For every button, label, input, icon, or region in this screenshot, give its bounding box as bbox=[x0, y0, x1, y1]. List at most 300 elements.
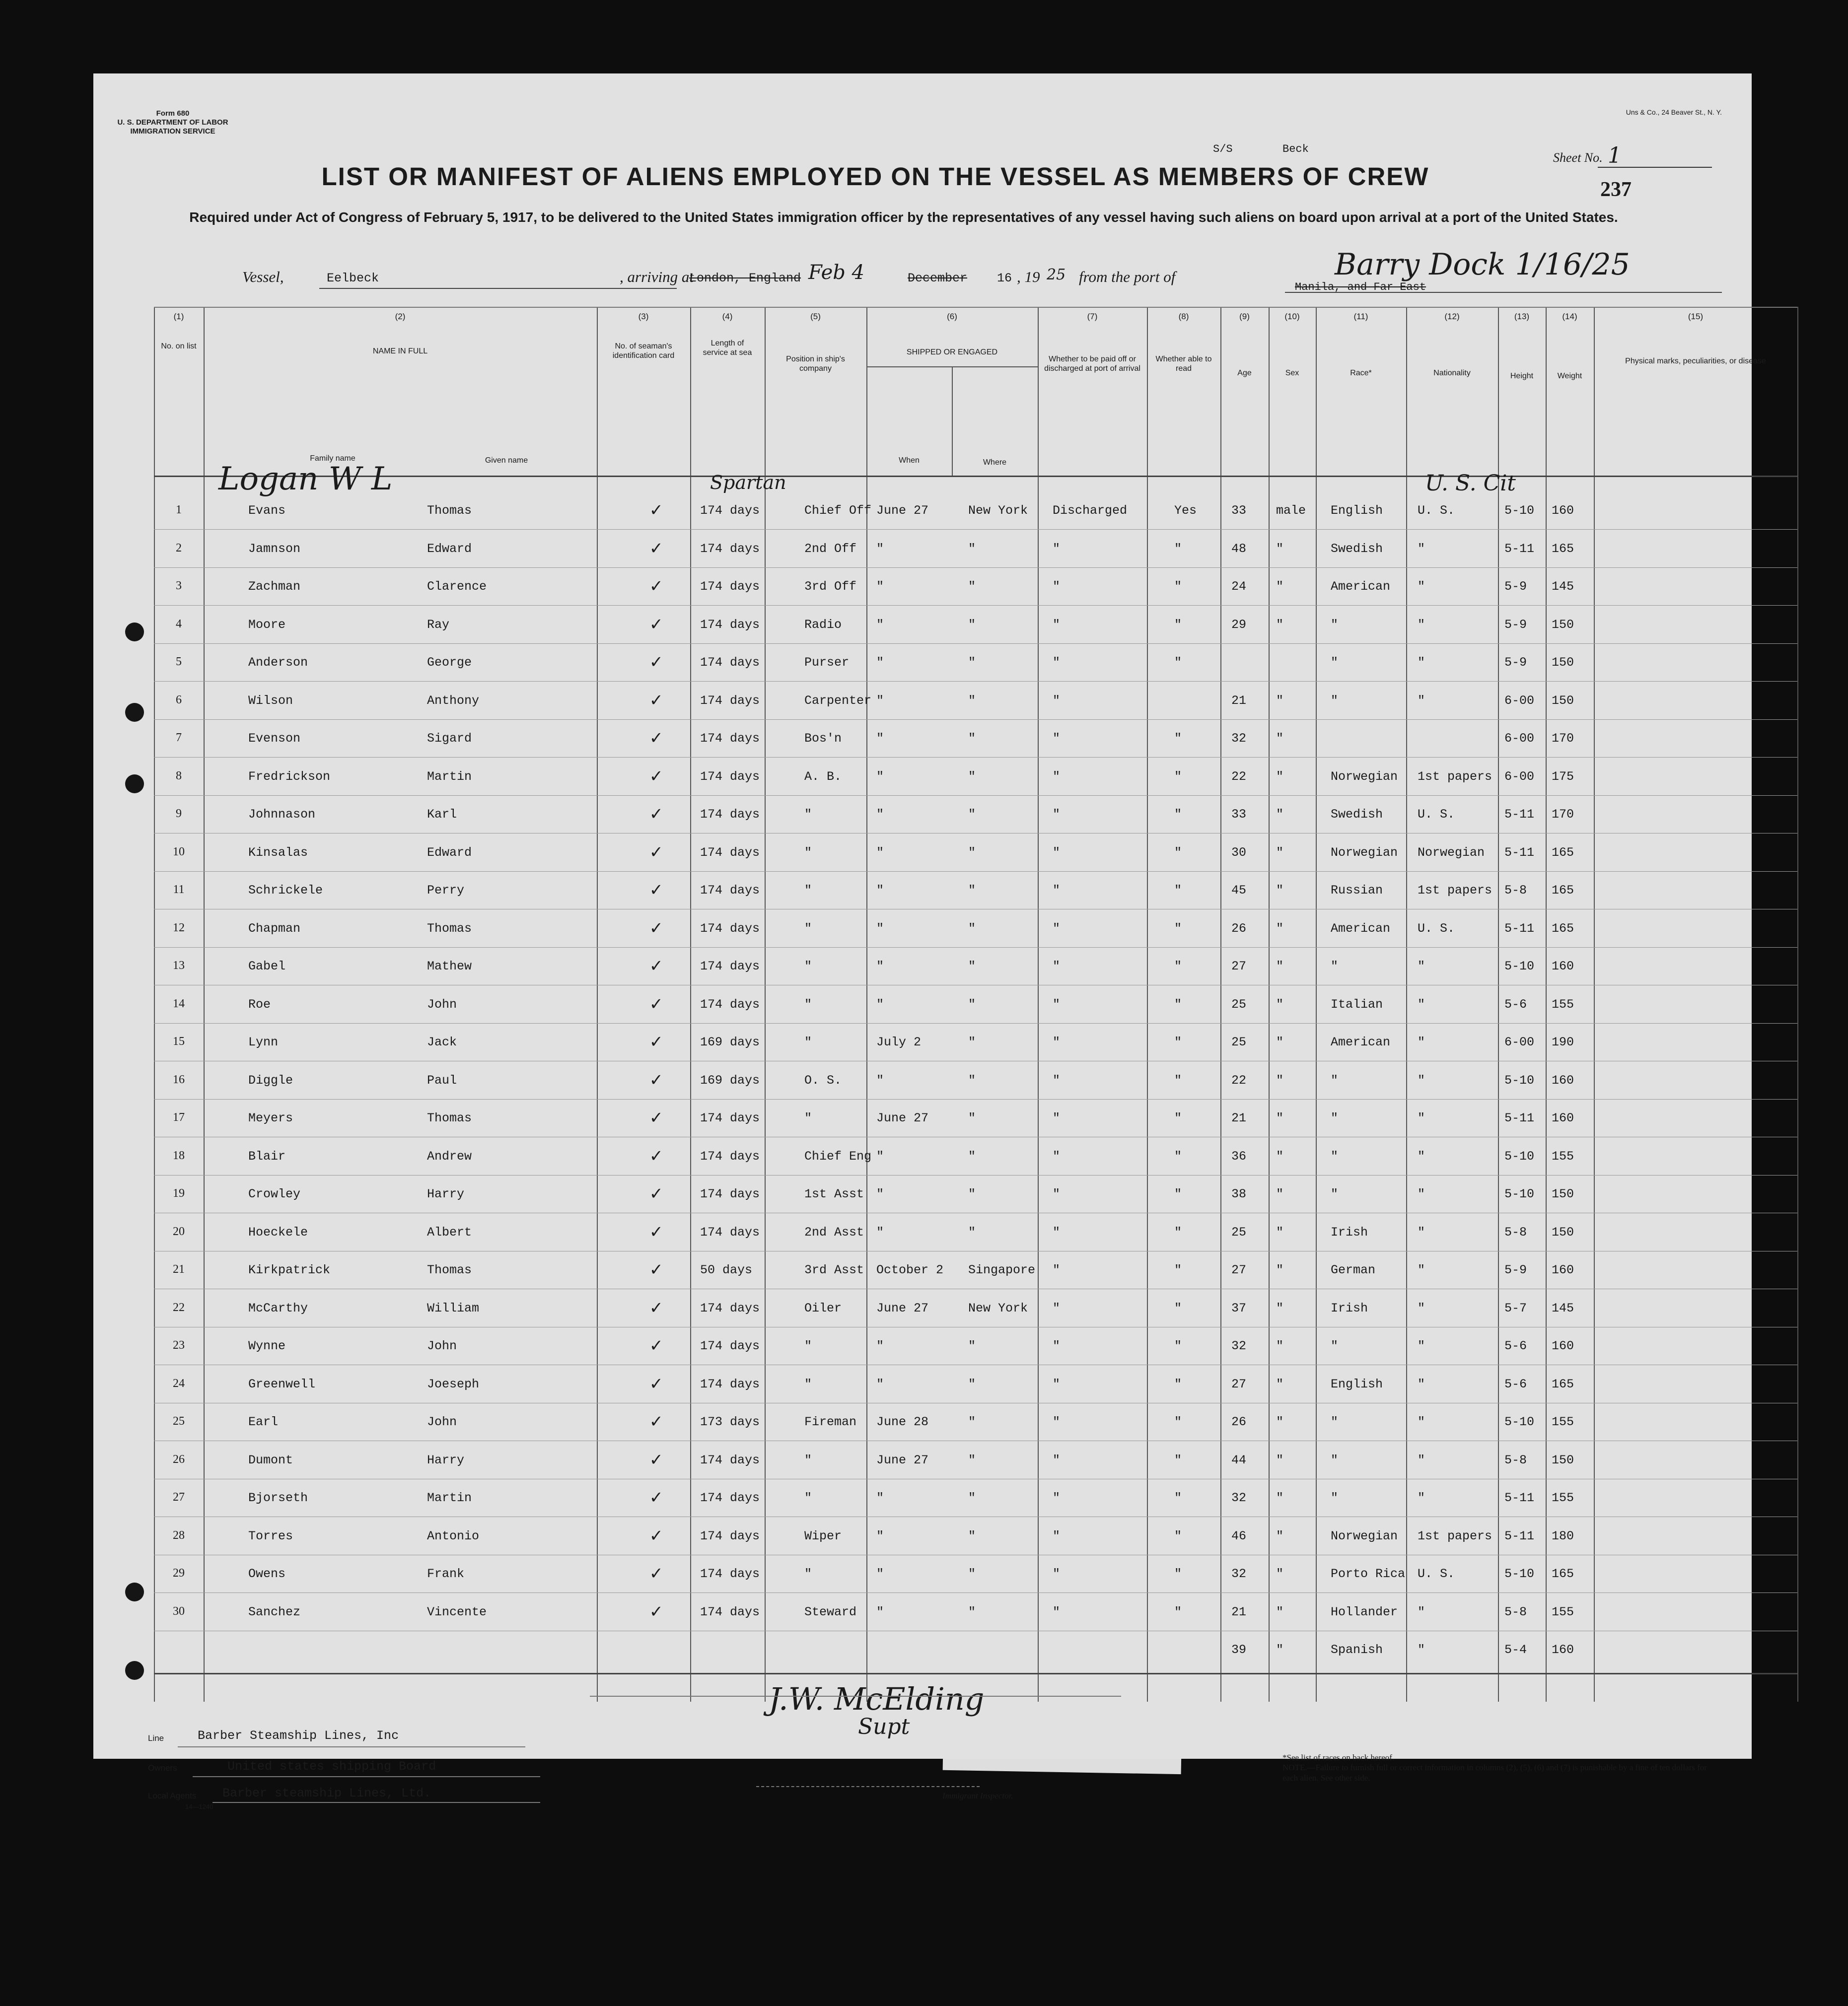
col-head-shipped: SHIPPED OR ENGAGED bbox=[906, 348, 998, 356]
col-head-id-card: No. of seaman's identification card bbox=[612, 342, 675, 360]
crew-age: 33 bbox=[1231, 503, 1247, 518]
crew-race: " bbox=[1331, 1149, 1339, 1164]
form-identifier bbox=[103, 109, 242, 136]
crew-family: Hoeckele bbox=[248, 1225, 308, 1240]
signature-line bbox=[590, 1696, 1121, 1697]
crew-weight: 150 bbox=[1552, 655, 1574, 670]
crew-given: John bbox=[427, 1339, 457, 1353]
crew-discharged: " bbox=[1053, 1035, 1061, 1049]
check-mark-icon: ✓ bbox=[650, 842, 662, 864]
crew-weight: 155 bbox=[1552, 1491, 1574, 1505]
crew-given: Sigard bbox=[427, 731, 472, 746]
crew-nationality: " bbox=[1418, 1604, 1425, 1619]
crew-height: 5-11 bbox=[1504, 541, 1535, 556]
crew-given: Antonio bbox=[427, 1528, 480, 1543]
crew-race: " bbox=[1331, 1187, 1339, 1201]
crew-no: 19 bbox=[173, 1187, 185, 1200]
crew-nationality: " bbox=[1418, 1225, 1425, 1240]
crew-no: 7 bbox=[176, 731, 182, 744]
crew-sex: male bbox=[1276, 503, 1306, 518]
arrival-date-handwritten: Feb 4 bbox=[808, 261, 865, 284]
col-num: (14) bbox=[1562, 312, 1577, 321]
crew-read: " bbox=[1174, 1073, 1182, 1088]
crew-when: " bbox=[876, 1567, 884, 1581]
crew-read: " bbox=[1174, 1301, 1182, 1315]
crew-when: " bbox=[876, 1225, 884, 1240]
crew-height: 6-00 bbox=[1504, 693, 1535, 708]
crew-read: " bbox=[1174, 883, 1182, 898]
subhead-family: Family name bbox=[310, 454, 355, 463]
crew-service: 169 days bbox=[700, 1035, 760, 1049]
crew-discharged: " bbox=[1053, 617, 1061, 632]
crew-position: " bbox=[804, 1453, 812, 1467]
row-divider bbox=[154, 681, 1797, 682]
crew-read: " bbox=[1174, 1491, 1182, 1505]
crew-family: Zachman bbox=[248, 579, 301, 594]
crew-height: 5-6 bbox=[1504, 997, 1527, 1012]
extra-sex: " bbox=[1276, 1643, 1284, 1657]
crew-read: " bbox=[1174, 1225, 1182, 1240]
crew-when: " bbox=[876, 541, 884, 556]
crew-sex: " bbox=[1276, 1225, 1284, 1240]
crew-height: 5-11 bbox=[1504, 1528, 1535, 1543]
check-mark-icon: ✓ bbox=[650, 1260, 662, 1281]
check-mark-icon: ✓ bbox=[650, 690, 662, 712]
crew-position: " bbox=[804, 1111, 812, 1125]
manifest-sheet bbox=[93, 73, 1766, 1810]
crew-height: 5-9 bbox=[1504, 579, 1527, 594]
crew-read: " bbox=[1174, 921, 1182, 936]
crew-sex: " bbox=[1276, 1035, 1284, 1049]
crew-read: " bbox=[1174, 617, 1182, 632]
crew-service: 174 days bbox=[700, 1453, 760, 1467]
crew-weight: 165 bbox=[1552, 883, 1574, 898]
col-num: (13) bbox=[1514, 312, 1530, 321]
crew-family: Evenson bbox=[248, 731, 301, 746]
crew-read: " bbox=[1174, 1263, 1182, 1277]
crew-when: June 28 bbox=[876, 1415, 929, 1429]
crew-sex: " bbox=[1276, 1491, 1284, 1505]
crew-discharged: " bbox=[1053, 807, 1061, 822]
crew-race: Russian bbox=[1331, 883, 1383, 898]
crew-family: Evans bbox=[248, 503, 286, 518]
crew-service: 174 days bbox=[700, 1528, 760, 1543]
crew-age: 46 bbox=[1231, 1528, 1247, 1543]
crew-where: " bbox=[968, 1187, 976, 1201]
col-num: (10) bbox=[1284, 312, 1300, 321]
crew-when: " bbox=[876, 769, 884, 784]
crew-weight: 155 bbox=[1552, 997, 1574, 1012]
port-underline bbox=[1285, 292, 1722, 293]
check-mark-icon: ✓ bbox=[650, 1374, 662, 1395]
crew-service: 174 days bbox=[700, 541, 760, 556]
crew-discharged: " bbox=[1053, 997, 1061, 1012]
crew-given: Anthony bbox=[427, 693, 480, 708]
crew-where: " bbox=[968, 1415, 976, 1429]
crew-age: 26 bbox=[1231, 921, 1247, 936]
crew-weight: 165 bbox=[1552, 845, 1574, 860]
crew-age: 32 bbox=[1231, 1339, 1247, 1353]
crew-height: 5-10 bbox=[1504, 959, 1535, 973]
col-head-age: Age bbox=[1237, 369, 1252, 377]
crew-sex: " bbox=[1276, 769, 1284, 784]
crew-family: Lynn bbox=[248, 1035, 279, 1049]
crew-no: 10 bbox=[173, 845, 185, 858]
col-num: (11) bbox=[1353, 312, 1368, 321]
crew-height: 5-11 bbox=[1504, 1491, 1535, 1505]
crew-race: German bbox=[1331, 1263, 1376, 1277]
crew-service: 174 days bbox=[700, 1567, 760, 1581]
crew-height: 5-11 bbox=[1504, 845, 1535, 860]
crew-nationality: U. S. bbox=[1418, 807, 1455, 822]
crew-nationality: " bbox=[1418, 655, 1425, 670]
crew-no: 22 bbox=[173, 1301, 185, 1314]
crew-age: 48 bbox=[1231, 541, 1247, 556]
crew-no: 24 bbox=[173, 1377, 185, 1390]
binder-hole bbox=[125, 703, 144, 722]
crew-age: 36 bbox=[1231, 1149, 1247, 1164]
crew-no: 28 bbox=[173, 1528, 185, 1542]
crew-age: 24 bbox=[1231, 579, 1247, 594]
crew-read: " bbox=[1174, 845, 1182, 860]
crew-when: " bbox=[876, 617, 884, 632]
crew-read: " bbox=[1174, 655, 1182, 670]
check-mark-icon: ✓ bbox=[650, 1070, 662, 1092]
arrival-month-struck: December bbox=[908, 271, 968, 285]
crew-age: 30 bbox=[1231, 845, 1247, 860]
crew-discharged: " bbox=[1053, 883, 1061, 898]
year-prefix: , 19 bbox=[1017, 268, 1040, 285]
crew-where: New York bbox=[968, 1301, 1028, 1315]
crew-where: " bbox=[968, 1453, 976, 1467]
crew-age: 21 bbox=[1231, 1111, 1247, 1125]
crew-nationality: " bbox=[1418, 1149, 1425, 1164]
crew-sex: " bbox=[1276, 1528, 1284, 1543]
row-divider bbox=[154, 529, 1797, 530]
crew-when: " bbox=[876, 883, 884, 898]
crew-given: Albert bbox=[427, 1225, 472, 1240]
crew-where: " bbox=[968, 845, 976, 860]
check-mark-icon: ✓ bbox=[650, 804, 662, 826]
crew-family: Torres bbox=[248, 1528, 293, 1543]
crew-given: William bbox=[427, 1301, 480, 1315]
crew-given: Karl bbox=[427, 807, 457, 822]
crew-no: 2 bbox=[176, 541, 182, 554]
crew-weight: 155 bbox=[1552, 1149, 1574, 1164]
crew-weight: 145 bbox=[1552, 1301, 1574, 1315]
crew-position: " bbox=[804, 845, 812, 860]
crew-where: " bbox=[968, 655, 976, 670]
crew-service: 174 days bbox=[700, 1225, 760, 1240]
form-code: 14—1240 bbox=[185, 1803, 213, 1810]
crew-no: 13 bbox=[173, 959, 185, 972]
crew-discharged: " bbox=[1053, 579, 1061, 594]
crew-when: " bbox=[876, 1149, 884, 1164]
crew-when: " bbox=[876, 655, 884, 670]
check-mark-icon: ✓ bbox=[650, 956, 662, 977]
crew-read: " bbox=[1174, 1035, 1182, 1049]
crew-position: " bbox=[804, 807, 812, 822]
col-head-marks: Physical marks, peculiarities, or disease bbox=[1625, 357, 1766, 365]
crew-service: 174 days bbox=[700, 883, 760, 898]
crew-family: Kinsalas bbox=[248, 845, 308, 860]
crew-where: " bbox=[968, 1339, 976, 1353]
crew-nationality: " bbox=[1418, 1453, 1425, 1467]
crew-age: 25 bbox=[1231, 1225, 1247, 1240]
crew-height: 5-11 bbox=[1504, 921, 1535, 936]
crew-nationality: 1st papers bbox=[1418, 769, 1493, 784]
crew-nationality: U. S. bbox=[1418, 1567, 1455, 1581]
crew-sex: " bbox=[1276, 579, 1284, 594]
col-head-no: No. on list bbox=[161, 342, 197, 350]
crew-read: " bbox=[1174, 1149, 1182, 1164]
penalty-note: NOTE.—Failure to furnish full or correct information in columns (2), (5), (6) and (7) is punishable by a fine of ten dollars for each alien. See other side. bbox=[1282, 1763, 1707, 1783]
printer-imprint: Uns & Co., 24 Beaver St., N. Y. bbox=[1626, 108, 1722, 116]
crew-race: " bbox=[1331, 1111, 1339, 1125]
crew-service: 174 days bbox=[700, 731, 760, 746]
crew-family: Gabel bbox=[248, 959, 286, 973]
crew-position: Fireman bbox=[804, 1415, 857, 1429]
col-head-discharged: Whether to be paid off or discharged at port of arrival bbox=[1044, 355, 1140, 373]
crew-family: Blair bbox=[248, 1149, 286, 1164]
crew-age: 38 bbox=[1231, 1187, 1247, 1201]
crew-position: " bbox=[804, 1035, 812, 1049]
crew-race: Norwegian bbox=[1331, 845, 1398, 860]
crew-no: 14 bbox=[173, 997, 185, 1010]
crew-nationality: " bbox=[1418, 1111, 1425, 1125]
crew-age: 27 bbox=[1231, 959, 1247, 973]
check-mark-icon: ✓ bbox=[650, 576, 662, 598]
row-divider bbox=[154, 719, 1797, 720]
crew-nationality: " bbox=[1418, 1035, 1425, 1049]
crew-when: July 2 bbox=[876, 1035, 922, 1049]
crew-where: " bbox=[968, 1035, 976, 1049]
crew-service: 174 days bbox=[700, 1111, 760, 1125]
check-mark-icon: ✓ bbox=[650, 1488, 662, 1509]
crew-no: 23 bbox=[173, 1339, 185, 1352]
crew-sex: " bbox=[1276, 883, 1284, 898]
crew-service: 169 days bbox=[700, 1073, 760, 1088]
subhead-where: Where bbox=[983, 458, 1007, 467]
crew-weight: 175 bbox=[1552, 769, 1574, 784]
crew-position: " bbox=[804, 1567, 812, 1581]
crew-given: Clarence bbox=[427, 579, 487, 594]
check-mark-icon: ✓ bbox=[650, 500, 662, 522]
crew-sex: " bbox=[1276, 1453, 1284, 1467]
crew-sex: " bbox=[1276, 1187, 1284, 1201]
crew-discharged: " bbox=[1053, 541, 1061, 556]
crew-read: " bbox=[1174, 1111, 1182, 1125]
crew-family: Meyers bbox=[248, 1111, 293, 1125]
crew-sex: " bbox=[1276, 997, 1284, 1012]
crew-given: Martin bbox=[427, 1491, 472, 1505]
crew-given: Harry bbox=[427, 1453, 465, 1467]
crew-no: 3 bbox=[176, 579, 182, 592]
crew-given: Frank bbox=[427, 1567, 465, 1581]
crew-discharged: " bbox=[1053, 1301, 1061, 1315]
crew-given: Thomas bbox=[427, 1263, 472, 1277]
crew-race: Norwegian bbox=[1331, 769, 1398, 784]
crew-height: 5-8 bbox=[1504, 1225, 1527, 1240]
row-divider bbox=[154, 1175, 1797, 1176]
crew-weight: 190 bbox=[1552, 1035, 1574, 1049]
crew-no: 21 bbox=[173, 1263, 185, 1276]
inspector-label: Immigrant Inspector. bbox=[942, 1791, 1013, 1800]
crew-read: " bbox=[1174, 1567, 1182, 1581]
crew-height: 5-10 bbox=[1504, 503, 1535, 518]
crew-sex: " bbox=[1276, 1073, 1284, 1088]
crew-read: " bbox=[1174, 1453, 1182, 1467]
arrival-year: 25 bbox=[1047, 266, 1066, 283]
crew-sex: " bbox=[1276, 731, 1284, 746]
crew-age: 25 bbox=[1231, 1035, 1247, 1049]
crew-no: 27 bbox=[173, 1491, 185, 1504]
crew-discharged: " bbox=[1053, 731, 1061, 746]
crew-discharged: " bbox=[1053, 1339, 1061, 1353]
crew-given: Thomas bbox=[427, 1111, 472, 1125]
col-head-length: Length of service at sea bbox=[703, 339, 752, 357]
crew-service: 50 days bbox=[700, 1263, 753, 1277]
crew-nationality: " bbox=[1418, 997, 1425, 1012]
extra-weight: 160 bbox=[1552, 1643, 1574, 1657]
form-number: Form 680 bbox=[156, 109, 190, 118]
crew-discharged: " bbox=[1053, 1149, 1061, 1164]
crew-position: " bbox=[804, 959, 812, 973]
crew-where: " bbox=[968, 693, 976, 708]
crew-given: Harry bbox=[427, 1187, 465, 1201]
crew-where: " bbox=[968, 807, 976, 822]
crew-race: " bbox=[1331, 1415, 1339, 1429]
crew-age: 44 bbox=[1231, 1453, 1247, 1467]
crew-weight: 150 bbox=[1552, 617, 1574, 632]
crew-position: Purser bbox=[804, 655, 850, 670]
crew-race: Porto Rica bbox=[1331, 1567, 1406, 1581]
check-mark-icon: ✓ bbox=[650, 1222, 662, 1244]
crew-age: 21 bbox=[1231, 1604, 1247, 1619]
crew-discharged: " bbox=[1053, 1453, 1061, 1467]
crew-family: Wynne bbox=[248, 1339, 286, 1353]
crew-read: " bbox=[1174, 1187, 1182, 1201]
crew-sex: " bbox=[1276, 617, 1284, 632]
crew-height: 5-10 bbox=[1504, 1073, 1535, 1088]
crew-no: 18 bbox=[173, 1149, 185, 1162]
crew-discharged: " bbox=[1053, 693, 1061, 708]
crew-when: " bbox=[876, 921, 884, 936]
crew-nationality: " bbox=[1418, 1491, 1425, 1505]
crew-age: 21 bbox=[1231, 693, 1247, 708]
crew-where: " bbox=[968, 617, 976, 632]
crew-sex: " bbox=[1276, 807, 1284, 822]
crew-family: Diggle bbox=[248, 1073, 293, 1088]
crew-given: Perry bbox=[427, 883, 465, 898]
crew-height: 6-00 bbox=[1504, 731, 1535, 746]
races-note: *See list of races on back hereof. bbox=[1282, 1753, 1395, 1762]
arrival-day: 16 bbox=[997, 271, 1012, 285]
crew-family: Anderson bbox=[248, 655, 308, 670]
crew-position: 1st Asst bbox=[804, 1187, 864, 1201]
crew-service: 174 days bbox=[700, 693, 760, 708]
crew-height: 5-10 bbox=[1504, 1567, 1535, 1581]
crew-where: " bbox=[968, 541, 976, 556]
crew-sex: " bbox=[1276, 1339, 1284, 1353]
crew-family: Johnnason bbox=[248, 807, 316, 822]
crew-race: Norwegian bbox=[1331, 1528, 1398, 1543]
crew-when: " bbox=[876, 959, 884, 973]
crew-sex: " bbox=[1276, 1111, 1284, 1125]
crew-position: Radio bbox=[804, 617, 842, 632]
line-value: Barber Steamship Lines, Inc bbox=[198, 1729, 399, 1743]
crew-race: " bbox=[1331, 1339, 1339, 1353]
row-divider bbox=[154, 643, 1797, 644]
crew-read: " bbox=[1174, 1604, 1182, 1619]
crew-read: " bbox=[1174, 1528, 1182, 1543]
crew-discharged: " bbox=[1053, 769, 1061, 784]
col-num: (12) bbox=[1444, 312, 1460, 321]
crew-position: 3rd Asst bbox=[804, 1263, 864, 1277]
signature-title: Supt bbox=[858, 1714, 910, 1739]
crew-sex: " bbox=[1276, 1415, 1284, 1429]
crew-no: 8 bbox=[176, 769, 182, 782]
crew-discharged: " bbox=[1053, 1567, 1061, 1581]
crew-position: " bbox=[804, 883, 812, 898]
crew-weight: 165 bbox=[1552, 921, 1574, 936]
crew-read: " bbox=[1174, 1377, 1182, 1391]
crew-nationality: " bbox=[1418, 1301, 1425, 1315]
col-num: (8) bbox=[1178, 312, 1189, 321]
crew-race: American bbox=[1331, 579, 1391, 594]
crew-discharged: " bbox=[1053, 1415, 1061, 1429]
row-divider bbox=[154, 947, 1797, 948]
crew-read: " bbox=[1174, 807, 1182, 822]
crew-service: 174 days bbox=[700, 997, 760, 1012]
crew-weight: 160 bbox=[1552, 1263, 1574, 1277]
crew-when: October 2 bbox=[876, 1263, 944, 1277]
row-divider bbox=[154, 1592, 1797, 1593]
crew-read: " bbox=[1174, 1415, 1182, 1429]
check-mark-icon: ✓ bbox=[650, 1564, 662, 1585]
crew-when: June 27 bbox=[876, 1453, 929, 1467]
crew-when: " bbox=[876, 693, 884, 708]
crew-no: 1 bbox=[176, 503, 182, 516]
crew-service: 173 days bbox=[700, 1415, 760, 1429]
row-divider bbox=[154, 871, 1797, 872]
crew-position: " bbox=[804, 921, 812, 936]
crew-when: " bbox=[876, 1187, 884, 1201]
crew-where: " bbox=[968, 1567, 976, 1581]
crew-weight: 160 bbox=[1552, 1339, 1574, 1353]
check-mark-icon: ✓ bbox=[650, 614, 662, 636]
row-divider bbox=[154, 757, 1797, 758]
crew-weight: 150 bbox=[1552, 1187, 1574, 1201]
crew-height: 5-11 bbox=[1504, 807, 1535, 822]
handwritten-race: U. S. Cit bbox=[1425, 471, 1516, 496]
crew-where: " bbox=[968, 959, 976, 973]
inspector-signature: J.W. McElding bbox=[769, 1681, 985, 1717]
crew-family: Kirkpatrick bbox=[248, 1263, 331, 1277]
crew-age: 32 bbox=[1231, 1567, 1247, 1581]
crew-sex: " bbox=[1276, 1149, 1284, 1164]
crew-when: " bbox=[876, 1339, 884, 1353]
crew-service: 174 days bbox=[700, 503, 760, 518]
crew-service: 174 days bbox=[700, 655, 760, 670]
crew-given: Ray bbox=[427, 617, 450, 632]
col-head-position: Position in ship's company bbox=[786, 355, 845, 373]
crew-when: " bbox=[876, 1604, 884, 1619]
crew-height: 5-9 bbox=[1504, 1263, 1527, 1277]
crew-age: 32 bbox=[1231, 731, 1247, 746]
crew-given: Martin bbox=[427, 769, 472, 784]
crew-weight: 150 bbox=[1552, 693, 1574, 708]
